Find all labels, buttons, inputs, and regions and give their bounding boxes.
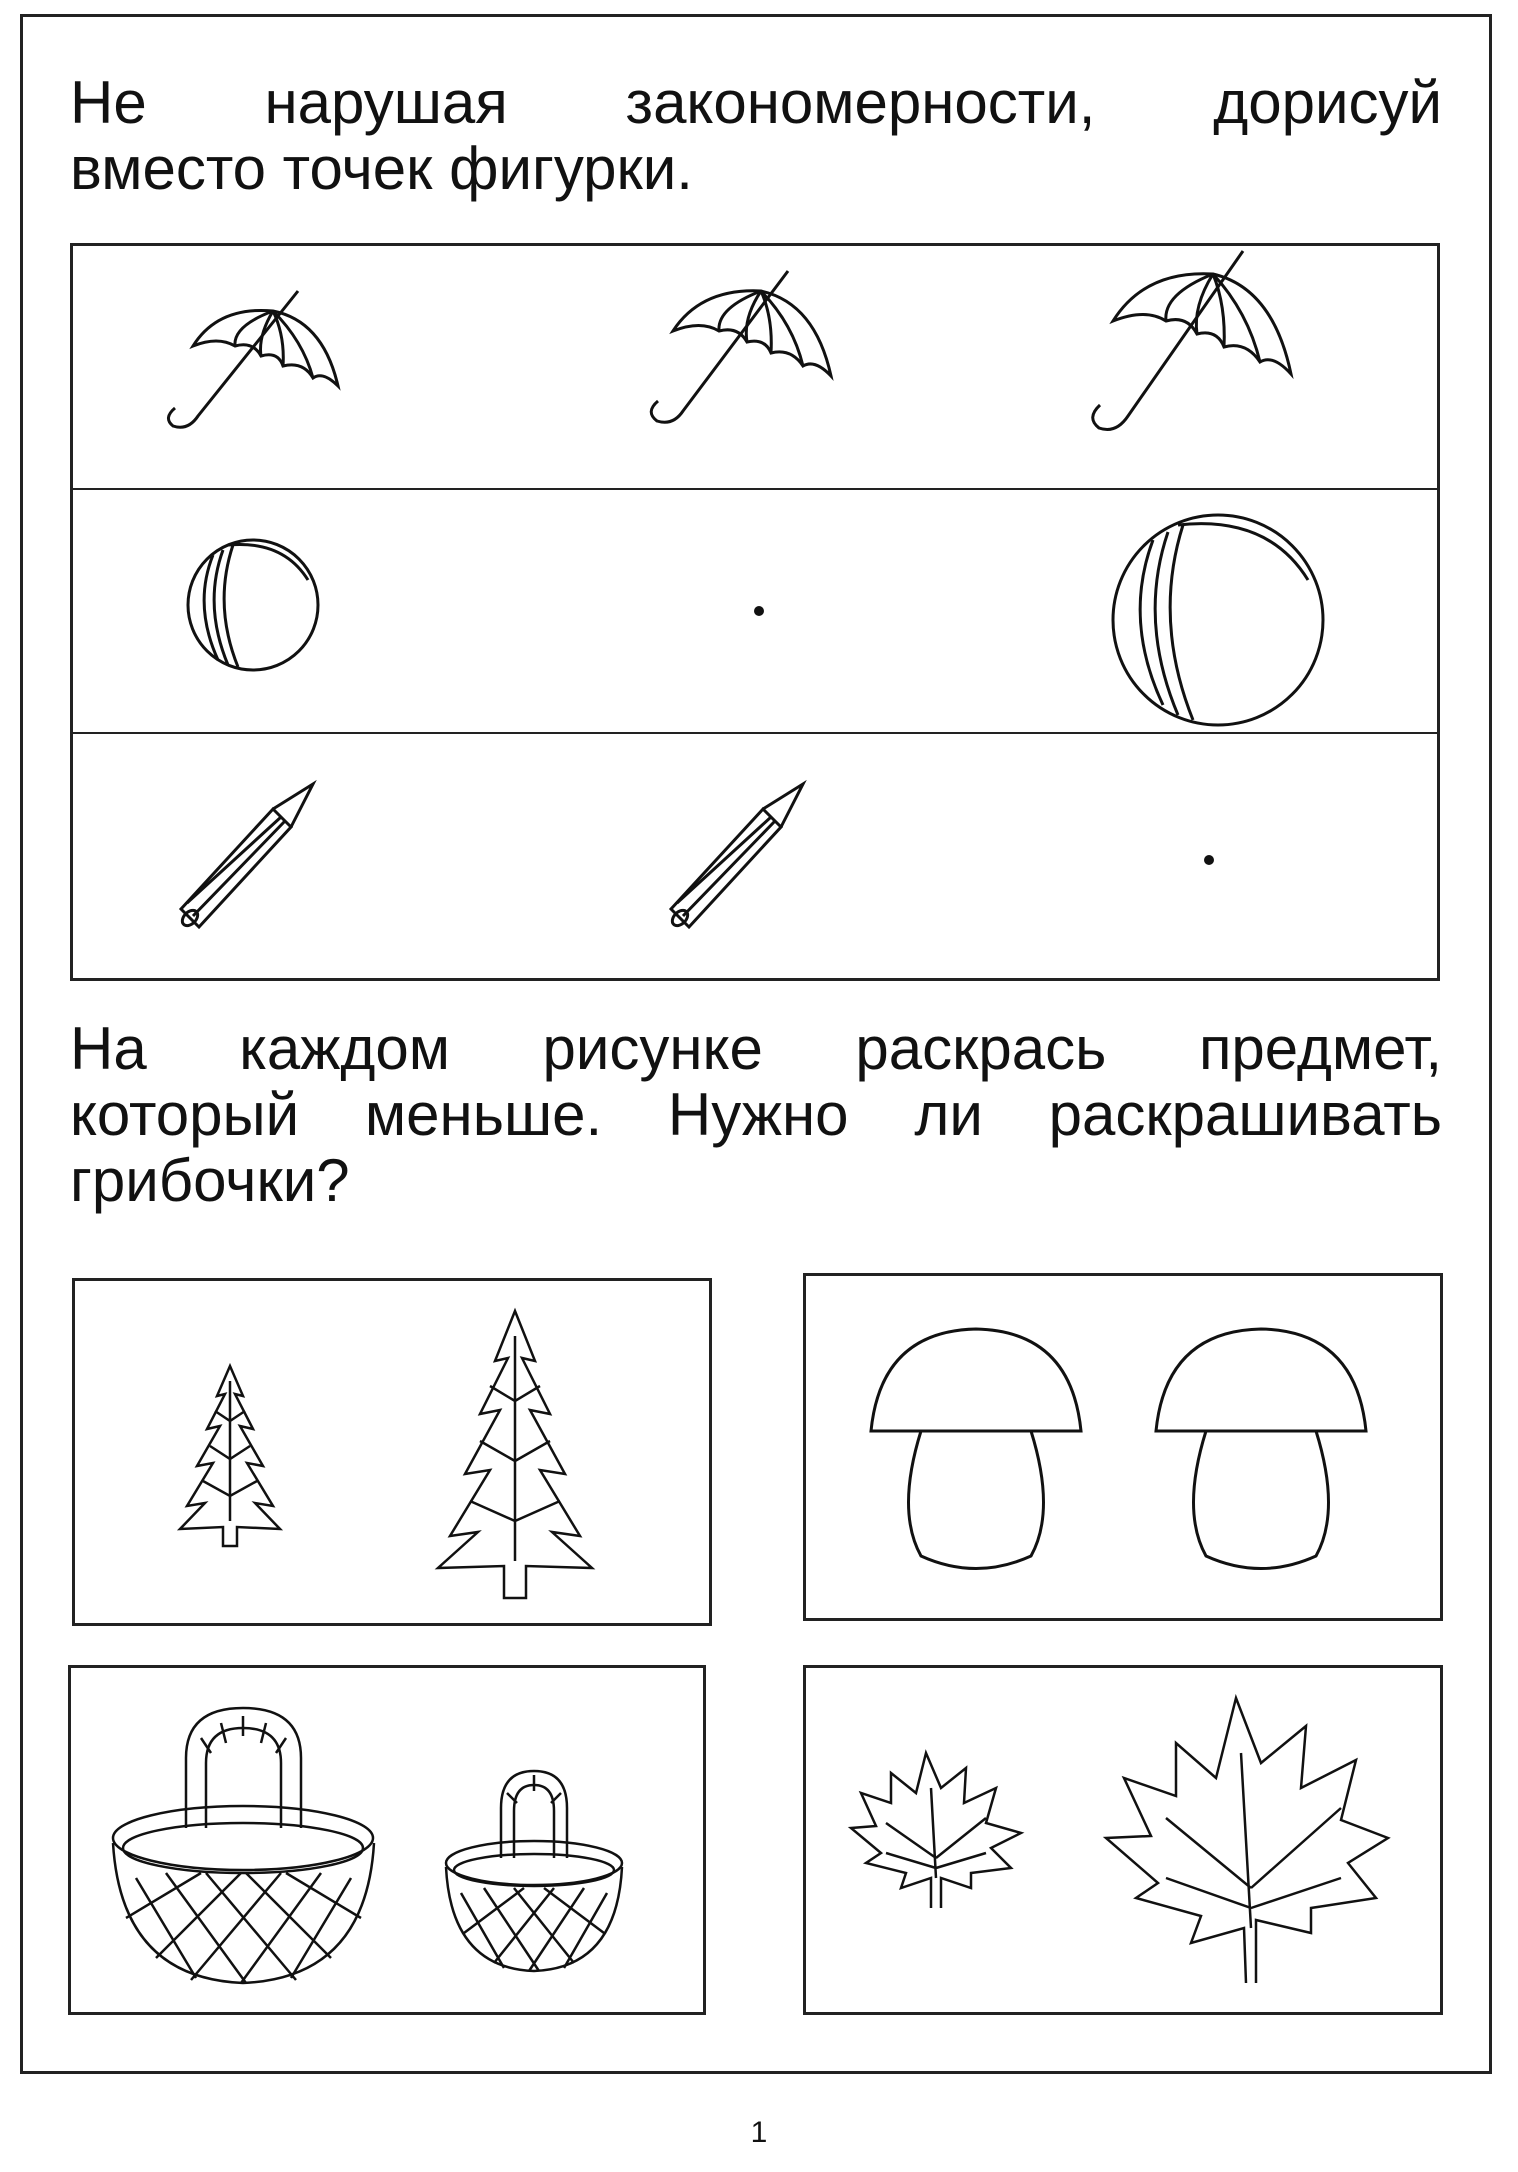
panel-fir-trees [72,1278,712,1626]
page-number: 1 [750,2116,768,2149]
ball-icon [183,535,323,675]
placeholder-dot-icon [1203,854,1215,866]
panel-baskets [68,1665,706,2015]
large-basket-icon[interactable] [106,1698,381,1993]
small-maple-leaf-icon[interactable] [846,1748,1026,1918]
pencil-icon [663,779,813,939]
pattern-row-balls [73,490,1437,734]
pattern-row-pencils [73,734,1437,978]
task-1-line-1: Не нарушая закономерности, дорисуй [70,69,1442,136]
large-maple-leaf-icon[interactable] [1096,1688,1396,1988]
mushroom-icon[interactable] [1146,1321,1376,1581]
large-fir-tree-icon[interactable] [430,1306,600,1606]
task-2-instruction [70,1016,1442,1214]
umbrella-icon [163,296,363,466]
pattern-row-umbrellas [73,246,1437,490]
mushroom-icon[interactable] [861,1321,1091,1581]
panel-mushrooms [803,1273,1443,1621]
task-2-line-3: грибочки? [70,1147,350,1214]
task-1-instruction [70,70,1442,202]
task-1-line-2: вместо точек фигурки. [70,135,693,202]
umbrella-icon [643,276,853,466]
small-basket-icon[interactable] [439,1763,629,1978]
task-2-line-1: На каждом рисунке раскрась предмет, [70,1015,1442,1082]
ball-icon [1108,510,1328,730]
task-2-line-2: который меньше. Нужно ли раскрашивать [70,1081,1442,1148]
placeholder-dot-icon [753,605,765,617]
panel-maple-leaves [803,1665,1443,2015]
pencil-icon [173,779,323,939]
small-fir-tree-icon[interactable] [175,1361,285,1551]
pattern-grid [70,243,1440,981]
umbrella-icon [1083,256,1313,476]
